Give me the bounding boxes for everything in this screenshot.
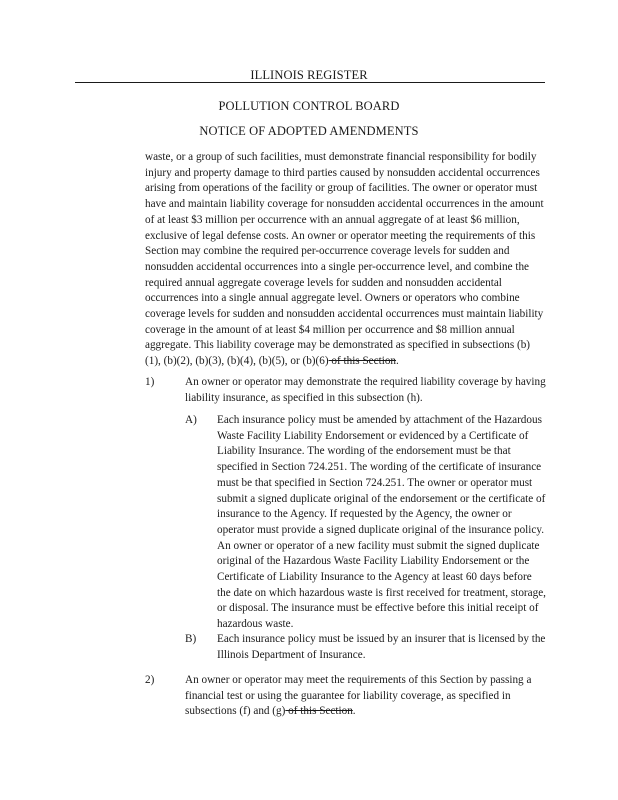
intro-struck-text: of this Section	[328, 355, 397, 368]
item-1-number: 1)	[145, 376, 155, 388]
notice-title: NOTICE OF ADOPTED AMENDMENTS	[199, 124, 419, 138]
item-2-struck-text: of this Section	[285, 705, 353, 718]
item-1-text: An owner or operator may demonstrate the required liability coverage by having liability insurance, as specified in this subsection (h).	[185, 376, 546, 404]
item-2-number: 2)	[145, 674, 155, 686]
item-2-text: An owner or operator may meet the requirements of this Section by passing a financial test or using the guarantee for liability coverage, as specified in subsections (f) and (g)	[185, 674, 532, 718]
header-rule	[75, 82, 545, 83]
intro-end: .	[396, 355, 399, 368]
register-title: ILLINOIS REGISTER	[250, 68, 368, 82]
item-2-end: .	[352, 705, 356, 718]
intro-text: waste, or a group of such facilities, must demonstrate financial responsibility for bodily injury and property damage to third parties caused by nonsudden accidental occurrences arising from operations of the facility or group of facilities. The owner or operator must have and maintain liability coverage for nonsudden accidental occurrences in the amount of at least $3 million per occurrence with an annual aggregate of at least $6 million, exclusive of legal defense costs. An owner or operator meeting the requirements of this Section may combine the required per-occurrence coverage levels for sudden and nonsudden accidental occurrences into a single per-occurrence level, and combine the required annual aggregate coverage levels for sudden and nonsudden accidental occurrences into a single annual aggregate level. Owners or operators who combine coverage levels for sudden and nonsudden accidental occurrences must maintain liability coverage in the amount of at least $4 million per occurrence and $8 million annual aggregate. This liability coverage may be demonstrated as specified in subsections (b)(1), (b)(2), (b)(3), (b)(4), (b)(5), or (b)(6)	[145, 151, 544, 368]
intro-paragraph	[145, 150, 545, 370]
item-a-number: A)	[185, 414, 197, 426]
board-title: POLLUTION CONTROL BOARD	[218, 99, 400, 113]
item-a-text: Each insurance policy must be amended by attachment of the Hazardous Waste Facility Liability Endorsement or evidenced by a Certificate of Liability Insurance. The wording of the endorsement must be that specified in Section 724.251. The wording of the certificate of insurance must be that specified in Section 724.251. The owner or operator must submit a signed duplicate original of the endorsement or the certificate of insurance to the Agency. If requested by the Agency, the owner or operator must provide a signed duplicate original of the insurance policy. An owner or operator of a new facility must submit the signed duplicate original of the Hazardous Waste Facility Liability Endorsement or the Certificate of Liability Insurance to the Agency at least 60 days before the date on which hazardous waste is first received for treatment, storage, or disposal. The insurance must be effective before this initial receipt of hazardous waste.	[217, 414, 546, 631]
item-b-text: Each insurance policy must be issued by an insurer that is licensed by the Illinois Department of Insurance.	[217, 633, 546, 661]
item-b-number: B)	[185, 633, 197, 645]
item-2-paragraph	[185, 673, 547, 720]
